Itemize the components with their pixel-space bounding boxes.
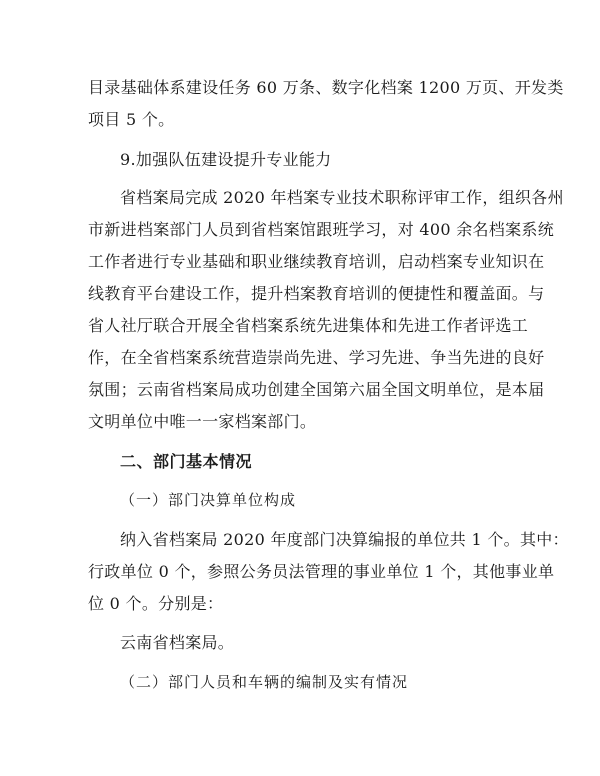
paragraph-line: 文明单位中唯一一家档案部门。 bbox=[88, 412, 317, 431]
paragraph-line: 氛围；云南省档案局成功创建全国第六届全国文明单位，是本届 bbox=[88, 380, 545, 399]
section-heading: 二、部门基本情况 bbox=[120, 452, 253, 471]
paragraph-line: 云南省档案局。 bbox=[120, 633, 235, 652]
paragraph-line: 作，在全省档案系统营造崇尚先进、学习先进、争当先进的良好 bbox=[88, 348, 545, 367]
paragraph-line: 省人社厅联合开展全省档案系统先进集体和先进工作者评选工 bbox=[88, 316, 529, 335]
paragraph-line: 纳入省档案局 2020 年度部门决算编报的单位共 1 个。其中： bbox=[120, 530, 569, 549]
paragraph-line: 工作者进行专业基础和职业继续教育培训，启动档案专业知识在 bbox=[88, 252, 545, 271]
paragraph-line: 行政单位 0 个，参照公务员法管理的事业单位 1 个，其他事业单 bbox=[88, 562, 555, 581]
paragraph-line: 项目 5 个。 bbox=[88, 110, 175, 129]
paragraph-line: 市新进档案部门人员到省档案馆跟班学习，对 400 余名档案系统 bbox=[88, 220, 555, 239]
sub-section-heading: （一）部门决算单位构成 bbox=[120, 491, 297, 509]
paragraph-line: 省档案局完成 2020 年档案专业技术职称评审工作，组织各州 bbox=[120, 188, 564, 207]
paragraph-line: 目录基础体系建设任务 60 万条、数字化档案 1200 万页、开发类 bbox=[88, 78, 564, 97]
sub-section-heading: （二）部门人员和车辆的编制及实有情况 bbox=[120, 673, 409, 691]
paragraph-line: 线教育平台建设工作，提升档案教育培训的便捷性和覆盖面。与 bbox=[88, 284, 545, 303]
paragraph-line: 位 0 个。分别是： bbox=[88, 594, 224, 613]
item-heading: 9.加强队伍建设提升专业能力 bbox=[120, 150, 332, 169]
